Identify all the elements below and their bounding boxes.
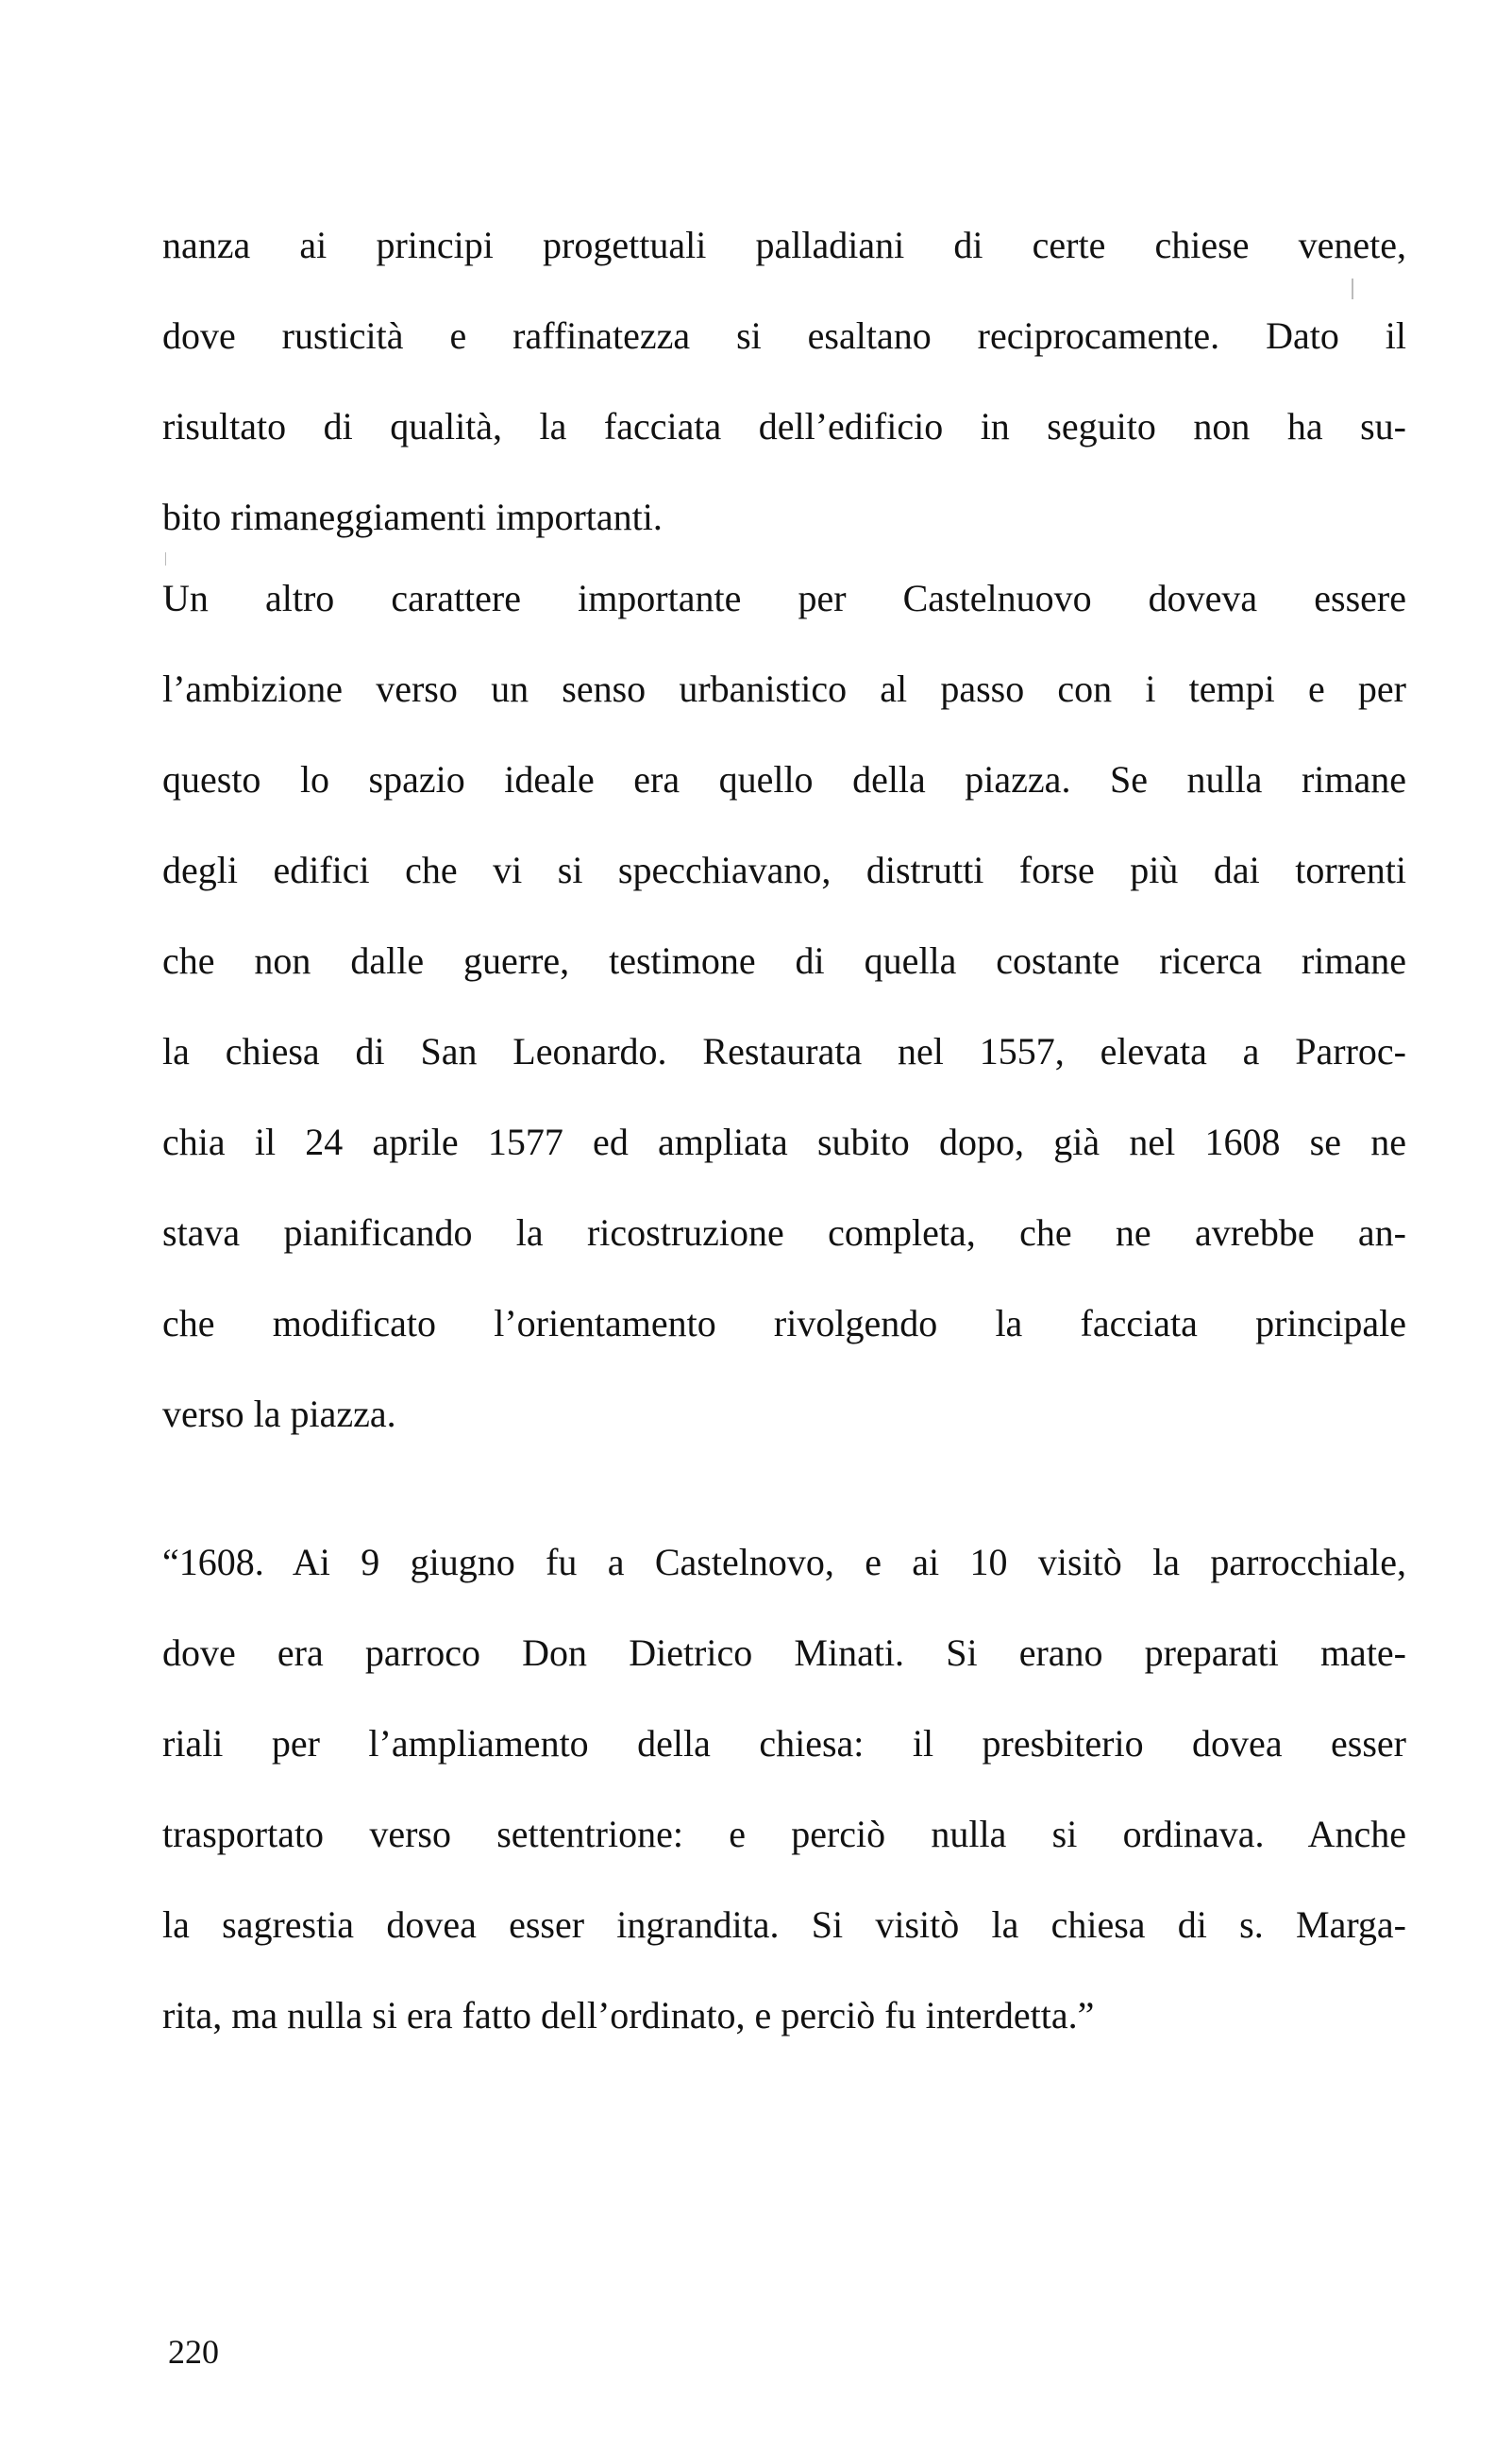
text-line: trasportato verso settentrione: e perciò nulla si ordinava. Anche	[162, 1813, 1406, 1855]
text-line: Un altro carattere importante per Castelnuovo doveva essere	[162, 577, 1406, 619]
text-line: verso la piazza.	[162, 1393, 396, 1435]
text-line: l’ambizione verso un senso urbanistico al passo con i tempi e per	[162, 667, 1406, 710]
scan-artifact	[1352, 279, 1353, 299]
text-line: riali per l’ampliamento della chiesa: il presbiterio dovea esser	[162, 1722, 1406, 1765]
text-line: che modificato l’orientamento rivolgendo la facciata principale	[162, 1302, 1406, 1344]
paragraph-2	[162, 553, 1406, 1460]
text-line: rita, ma nulla si era fatto dell’ordinato, e perciò fu interdetta.”	[162, 1994, 1095, 2036]
text-line: “1608. Ai 9 giugno fu a Castelnovo, e ai 10 visitò la parrocchiale,	[162, 1541, 1406, 1583]
text-line: degli edifici che vi si specchiavano, distrutti forse più dai torrenti	[162, 849, 1406, 891]
text-line: la chiesa di San Leonardo. Restaurata nel 1557, elevata a Parroc-	[162, 1030, 1406, 1073]
text-line: che non dalle guerre, testimone di quella costante ricerca rimane	[162, 939, 1406, 982]
text-line: risultato di qualità, la facciata dell’edificio in seguito non ha su-	[162, 405, 1406, 448]
scan-artifact	[165, 552, 166, 566]
text-line: questo lo spazio ideale era quello della piazza. Se nulla rimane	[162, 758, 1406, 801]
text-line: dove rusticità e raffinatezza si esaltano reciprocamente. Dato il	[162, 314, 1406, 357]
text-line: nanza ai principi progettuali palladiani di certe chiese venete,	[162, 224, 1406, 266]
text-line: chia il 24 aprile 1577 ed ampliata subito dopo, già nel 1608 se ne	[162, 1121, 1406, 1163]
text-line: stava pianificando la ricostruzione completa, che ne avrebbe an-	[162, 1211, 1406, 1254]
quotation-paragraph	[162, 1517, 1406, 2061]
page-number: 220	[168, 2333, 219, 2371]
paragraph-1	[162, 200, 1406, 563]
text-line: dove era parroco Don Dietrico Minati. Si erano preparati mate-	[162, 1631, 1406, 1674]
text-line: la sagrestia dovea esser ingrandita. Si visitò la chiesa di s. Marga-	[162, 1903, 1406, 1946]
text-line: bito rimaneggiamenti importanti.	[162, 496, 663, 538]
